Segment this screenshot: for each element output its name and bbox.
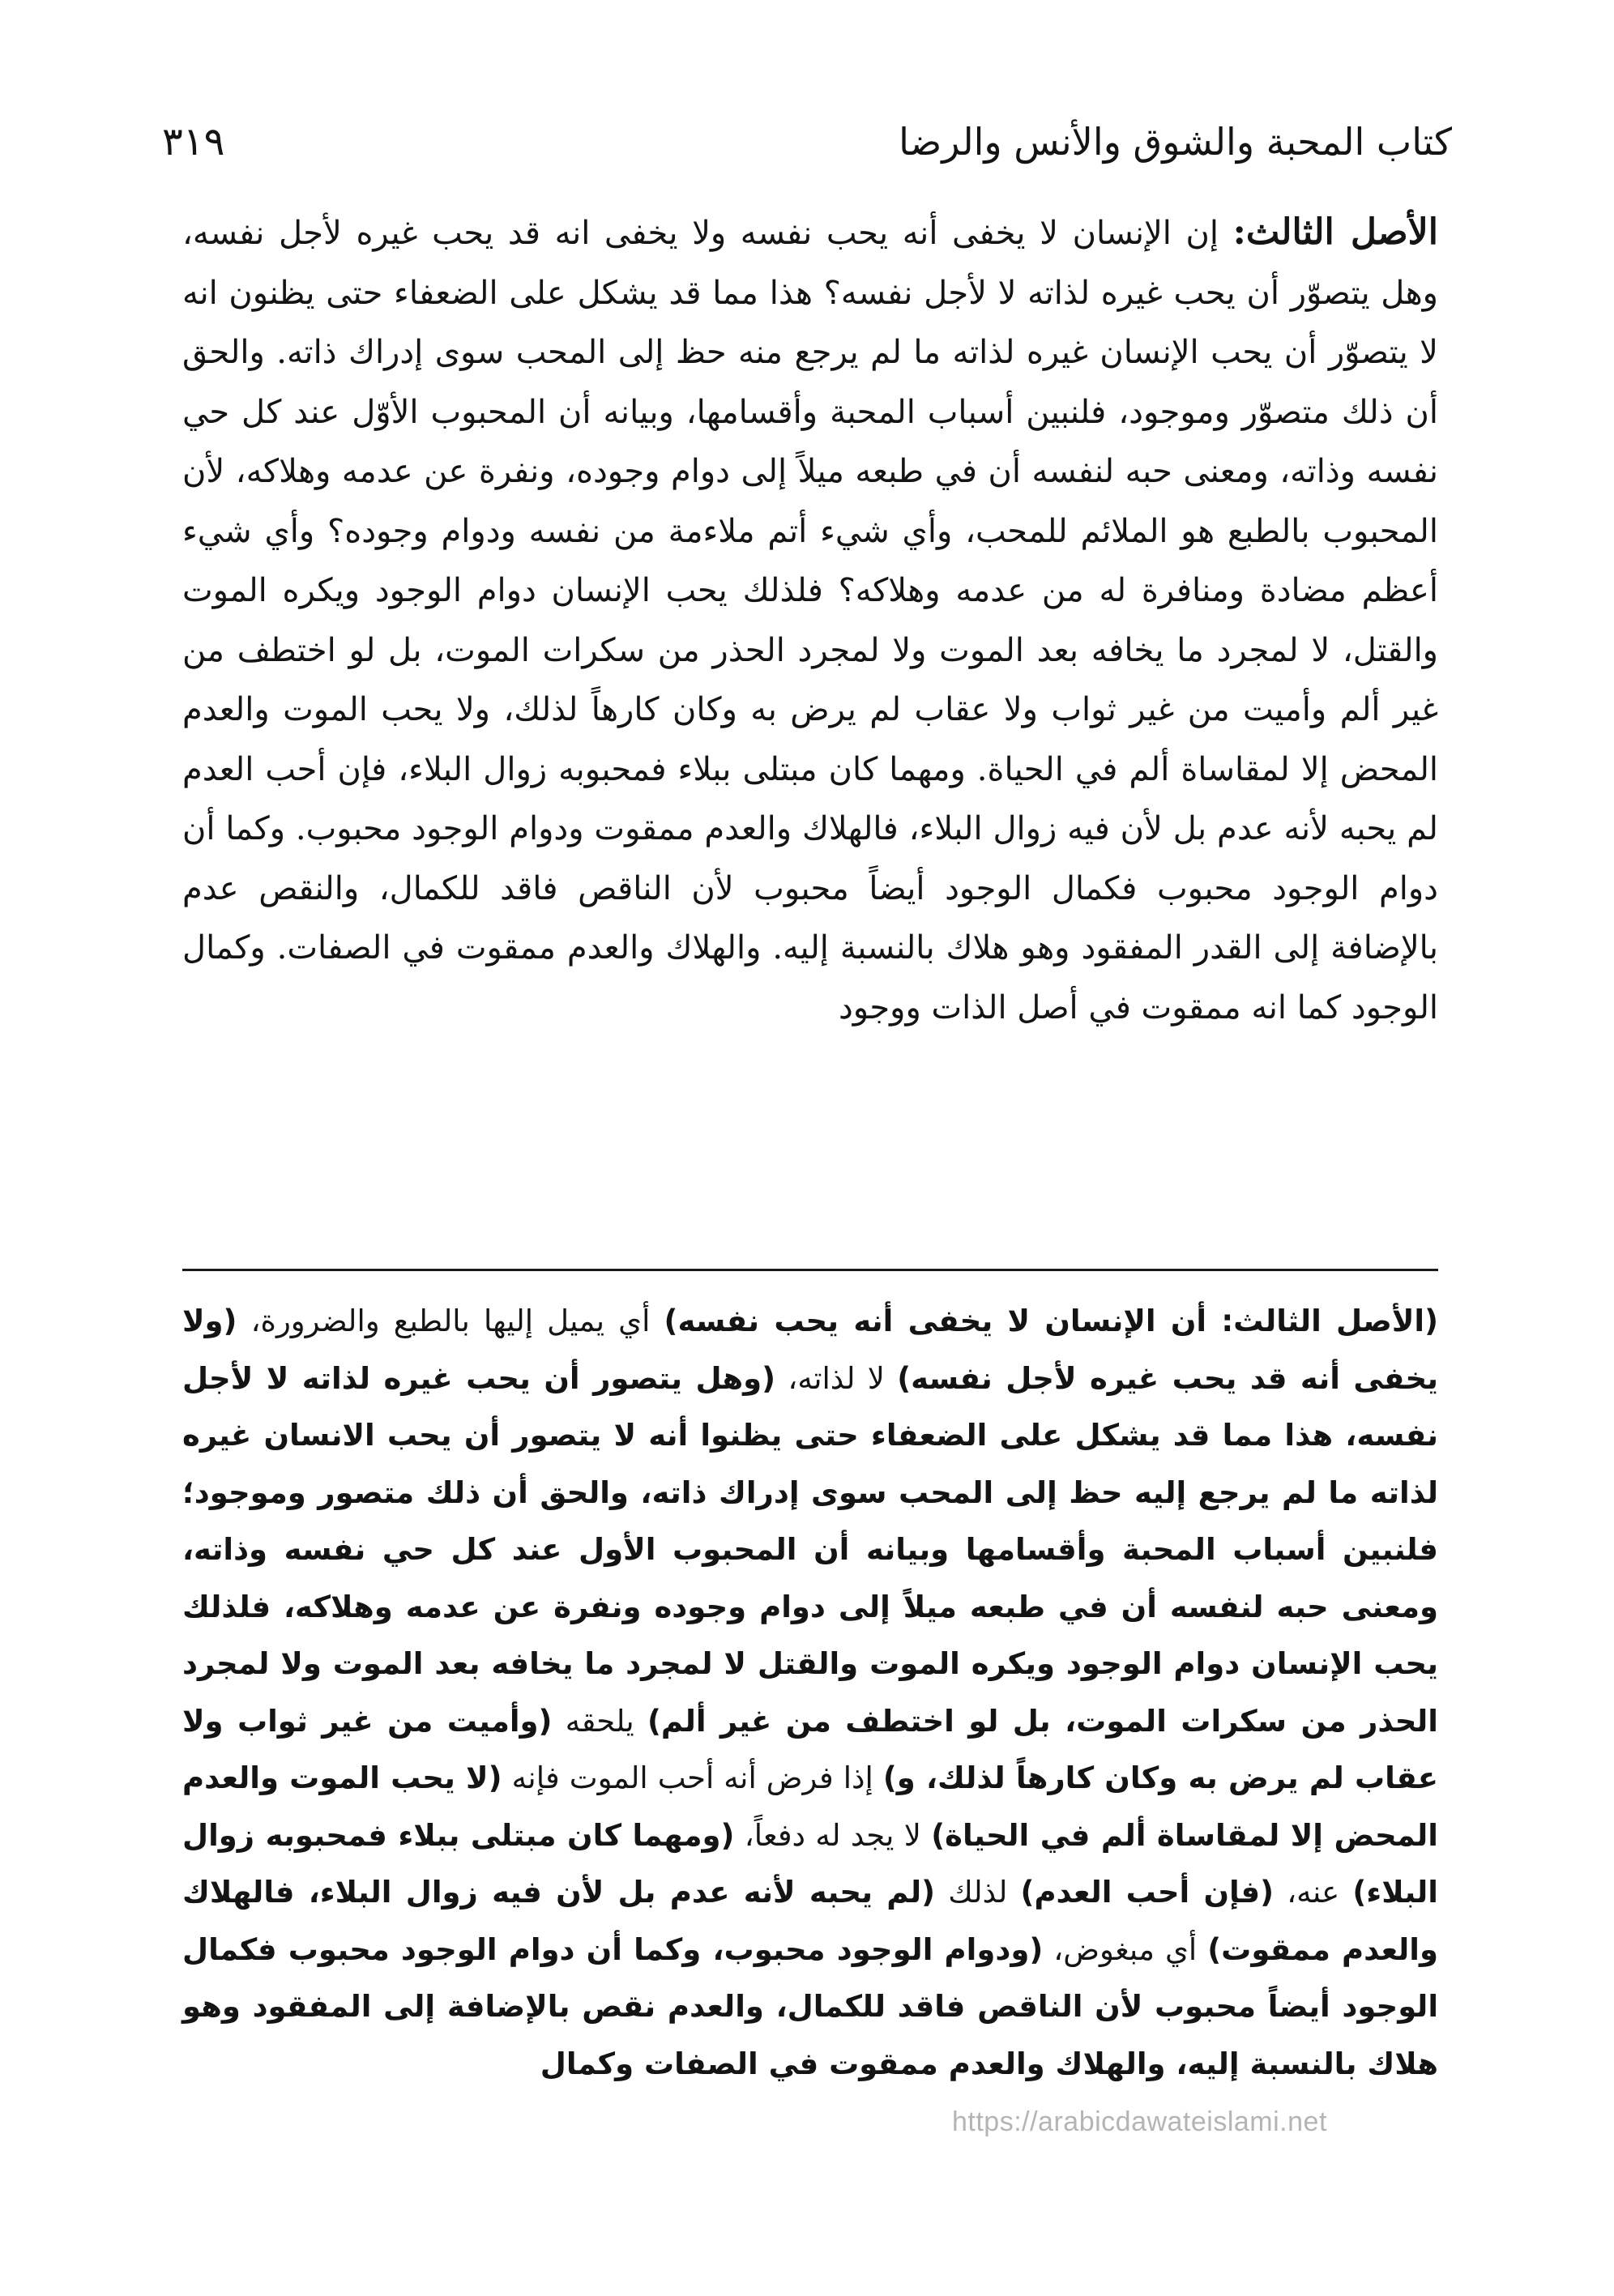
commentary-matn-quote: (ودوام الوجود محبوب، وكما أن دوام الوجود محبوب فكمال الوجود أيضاً محبوب لأن الناقص فاقد للكمال، والعدم نقص بالإضافة إلى المفقود وهو هلاك بالنسبة إليه، والهلاك والعدم ممقوت في الصفات وكمال — [182, 1931, 1438, 2081]
commentary-block — [182, 1293, 1438, 2093]
watermark-url: https://arabicdawateislami.net — [952, 2106, 1327, 2137]
page-number: ٣١٩ — [162, 119, 225, 164]
commentary-gloss: يلحقه — [552, 1703, 648, 1739]
commentary-gloss: لا لذاته، — [775, 1360, 898, 1396]
commentary-matn-quote: (وهل يتصور أن يحب غيره لذاته لا لأجل نفسه، هذا مما قد يشكل على الضعفاء حتى يظنوا أنه لا يتصور أن يحب الانسان غيره لذاته ما لم يرجع إليه حظ إلى المحب سوى إدراك ذاته، والحق أن ذلك متصور وموجود؛ فلنبين أسباب المحبة وأقسامها وبيانه أن المحبوب الأول عند كل حي نفسه وذاته، ومعنى حبه لنفسه أن في طبعه ميلاً إلى دوام وجوده ونفرة عن عدمه وهلاكه، فلذلك يحب الإنسان دوام الوجود ويكره الموت والقتل لا لمجرد ما يخافه بعد الموت ولا لمجرد الحذر من سكرات الموت، بل لو اختطف من غير ألم) — [182, 1360, 1438, 1739]
commentary-matn-quote: (وأميت من غير ثواب ولا عقاب لم يرض به وكان كارهاً لذلك، و) — [182, 1703, 1438, 1795]
commentary-gloss: لا يجد له دفعاً، — [734, 1817, 932, 1853]
commentary-matn-quote: (ومهما كان مبتلى ببلاء فمحبوبه زوال البلاء) — [182, 1817, 1438, 1910]
footnote-divider — [182, 1269, 1438, 1271]
commentary-matn-quote: (فإن أحب العدم) — [1020, 1875, 1275, 1910]
page-header — [162, 105, 1452, 178]
commentary-matn-quote: (الأصل الثالث: أن الإنسان لا يخفى أنه يحب نفسه) — [664, 1304, 1438, 1338]
commentary-gloss: أي مبغوض، — [1043, 1931, 1208, 1967]
section-heading: الأصل الثالث: — [1232, 211, 1438, 253]
commentary-matn-quote: (لا يحب الموت والعدم المحض إلا لمقاساة ألم في الحياة) — [182, 1760, 1438, 1853]
commentary-matn-quote: (لم يحبه لأنه عدم بل لأن فيه زوال البلاء، فالهلاك والعدم ممقوت) — [182, 1875, 1438, 1967]
commentary-gloss: عنه، — [1274, 1875, 1353, 1910]
commentary-gloss: لذلك — [935, 1875, 1021, 1910]
commentary-gloss: إذا فرض أنه أحب الموت فإنه — [502, 1760, 883, 1795]
commentary-matn-quote: (ولا يخفى أنه قد يحب غيره لأجل نفسه) — [182, 1304, 1438, 1396]
main-text-body: إن الإنسان لا يخفى أنه يحب نفسه ولا يخفى انه قد يحب غيره لأجل نفسه، وهل يتصوّر أن يحب غيره لذاته لا لأجل نفسه؟ هذا مما قد يشكل على الضعفاء حتى يظنون انه لا يتصوّر أن يحب الإنسان غيره لذاته ما لم يرجع منه حظ إلى المحب سوى إدراك ذاته. والحق أن ذلك متصوّر وموجود، فلنبين أسباب المحبة وأقسامها، وبيانه أن المحبوب الأوّل عند كل حي نفسه وذاته، ومعنى حبه لنفسه أن في طبعه ميلاً إلى دوام وجوده، ونفرة عن عدمه وهلاكه، لأن المحبوب بالطبع هو الملائم للمحب، وأي شيء أتم ملاءمة من نفسه ودوام وجوده؟ وأي شيء أعظم مضادة ومنافرة له من عدمه وهلاكه؟ فلذلك يحب الإنسان دوام الوجود ويكره الموت والقتل، لا لمجرد ما يخافه بعد الموت ولا لمجرد الحذر من سكرات الموت، بل لو اختطف من غير ألم وأميت من غير ثواب ولا عقاب لم يرض به وكان كارهاً لذلك، ولا يحب الموت والعدم المحض إلا لمقاساة ألم في الحياة. ومهما كان مبتلى ببلاء فمحبوبه زوال البلاء، فإن أحب العدم لم يحبه لأنه عدم بل لأن فيه زوال البلاء، فالهلاك والعدم ممقوت ودوام الوجود محبوب. وكما أن دوام الوجود محبوب فكمال الوجود أيضاً محبوب لأن الناقص فاقد للكمال، والنقص عدم بالإضافة إلى القدر المفقود وهو هلاك بالنسبة إليه. والهلاك والعدم ممقوت في الصفات. وكمال الوجود كما انه ممقوت في أصل الذات ووجود — [182, 215, 1438, 1026]
main-text — [182, 203, 1438, 1038]
running-title: كتاب المحبة والشوق والأنس والرضا — [899, 120, 1452, 164]
commentary-gloss: أي يميل إليها بالطبع والضرورة، — [237, 1304, 664, 1338]
